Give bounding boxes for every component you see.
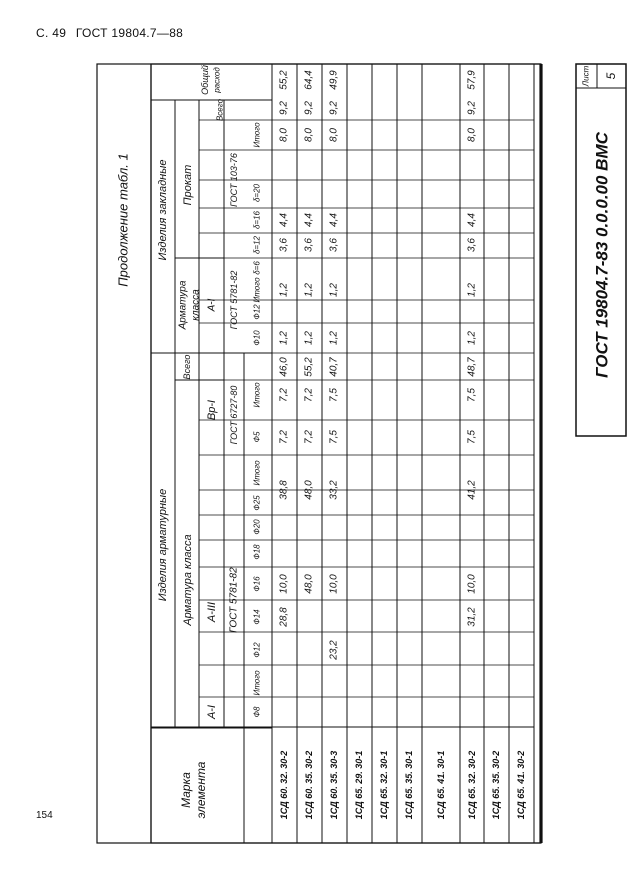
page-number: 154 — [36, 810, 53, 821]
column-header: Ф18 — [252, 544, 262, 560]
header-emb-rebar: класса — [190, 289, 202, 321]
column-header: Ф16 — [252, 576, 262, 592]
header-mark: элемента — [194, 761, 208, 819]
cell-a3_16: 10,0 — [466, 574, 478, 594]
row-mark: 1СД 60. 35. 30-3 — [329, 750, 339, 820]
column-header: δ=20 — [252, 183, 262, 203]
header-total-all: Общий — [200, 65, 210, 95]
cell-a3_16: 10,0 — [328, 574, 340, 594]
cell-grand: 57,9 — [466, 70, 478, 90]
row-mark: 1СД 65. 32. 30-1 — [379, 750, 389, 820]
column-header: δ=6 — [252, 261, 262, 275]
header-rolled-gost: ГОСТ 103-76 — [229, 153, 239, 207]
cell-a3_it: 38,8 — [278, 480, 290, 500]
row-mark: 1СД 60. 35. 30-2 — [304, 750, 314, 820]
cell-bp_it: 7,2 — [278, 388, 290, 402]
column-header: Итого — [252, 670, 262, 696]
header-gost-bp: ГОСТ 6727-80 — [229, 385, 239, 445]
cell-a3_it: 41,2 — [466, 480, 478, 500]
stamp-text: ГОСТ 19804.7-83 0.0.0.00 ВМС — [592, 132, 612, 378]
cell-d6: 3,6 — [278, 238, 290, 252]
cell-d6: 3,6 — [303, 238, 315, 252]
cell-r_it: 4,4 — [466, 213, 478, 227]
page-ref: С. 49 — [36, 26, 67, 40]
cell-a3_14: 31,2 — [466, 607, 478, 627]
cell-total: 46,0 — [278, 357, 290, 377]
cell-d6: 3,6 — [466, 238, 478, 252]
cell-grand: 64,4 — [303, 70, 315, 90]
cell-e10: 1,2 — [466, 331, 478, 345]
column-header: Ф8 — [252, 706, 262, 718]
sheet-number: 5 — [604, 72, 618, 80]
row-mark: 1СД 65. 41. 30-1 — [436, 750, 446, 820]
header-embedded: Изделия закладные — [157, 159, 169, 261]
cell-all: 9,2 — [466, 101, 478, 115]
standard-title: ГОСТ 19804.7—88 — [75, 26, 184, 40]
cell-grand: 55,2 — [278, 70, 290, 90]
column-header: Ф5 — [252, 431, 262, 443]
row-mark: 1СД 65. 35. 30-2 — [491, 750, 501, 820]
cell-grand: 49,9 — [328, 70, 340, 90]
cell-e10: 1,2 — [278, 331, 290, 345]
cell-bp5: 7,2 — [303, 430, 315, 444]
cell-d6: 3,6 — [328, 238, 340, 252]
column-header: Ф14 — [252, 609, 262, 625]
table-frame — [151, 64, 540, 843]
header-total-all: расход — [212, 67, 222, 93]
column-header: Ф10 — [252, 330, 262, 346]
cell-all: 9,2 — [303, 101, 315, 115]
cell-a3_14: 28,8 — [278, 607, 290, 627]
table-caption: Продолжение табл. 1 — [115, 153, 131, 287]
cell-bp5: 7,5 — [466, 430, 478, 444]
row-mark: 1СД 65. 35. 30-1 — [404, 750, 414, 820]
cell-e10: 1,2 — [328, 331, 340, 345]
cell-e_it: 1,2 — [303, 283, 315, 297]
header-a3: А-III — [206, 601, 218, 623]
row-mark: 1СД 60. 32. 30-2 — [279, 750, 289, 820]
header-rolled: Прокат — [182, 164, 194, 206]
header-rebar-class: Арматура класса — [182, 534, 194, 626]
sheet-label: Лист — [581, 65, 591, 87]
header-emb-a1: А-I — [206, 298, 218, 312]
cell-emb_total: 8,0 — [278, 128, 290, 142]
row-mark: 1СД 65. 32. 30-2 — [467, 750, 477, 820]
header-emb-rebar: Арматура — [177, 280, 189, 330]
cell-e_it: 1,2 — [328, 283, 340, 297]
column-header: Итого — [252, 460, 262, 486]
cell-all: 9,2 — [278, 101, 290, 115]
row-mark: 1СД 65. 29. 30-1 — [354, 750, 364, 820]
header-bp1: Вр-I — [206, 399, 218, 421]
header-total: Всего — [182, 354, 192, 380]
cell-total: 55,2 — [303, 357, 315, 377]
cell-bp5: 7,5 — [328, 430, 340, 444]
column-header: Ф12 — [252, 304, 262, 320]
cell-r_it: 4,4 — [303, 213, 315, 227]
column-header: Ф25 — [252, 495, 262, 511]
cell-a1_12: 23,2 — [328, 640, 340, 660]
header-emb-gost: ГОСТ 5781-82 — [229, 270, 239, 330]
header-rebar-products: Изделия арматурные — [157, 488, 169, 602]
cell-bp_it: 7,2 — [303, 388, 315, 402]
column-header: Итого — [252, 382, 262, 408]
column-header: δ=12 — [252, 235, 262, 255]
cell-r_it: 4,4 — [328, 213, 340, 227]
cell-e10: 1,2 — [303, 331, 315, 345]
cell-e_it: 1,2 — [278, 283, 290, 297]
cell-all: 9,2 — [328, 101, 340, 115]
column-header: Ф12 — [252, 642, 262, 658]
cell-a3_16: 10,0 — [278, 574, 290, 594]
cell-e_it: 1,2 — [466, 283, 478, 297]
cell-emb_total: 8,0 — [328, 128, 340, 142]
cell-a3_it: 33,2 — [328, 480, 340, 500]
cell-bp_it: 7,5 — [328, 388, 340, 402]
cell-bp_it: 7,5 — [466, 388, 478, 402]
cell-total: 40,7 — [328, 357, 340, 377]
cell-bp5: 7,2 — [278, 430, 290, 444]
cell-a3_16: 48,0 — [303, 574, 315, 594]
cell-total: 48,7 — [466, 357, 478, 377]
column-header: Итого — [252, 277, 262, 303]
header-mark: Марка — [179, 772, 193, 808]
header-a1: А-I — [206, 704, 218, 720]
table-body — [97, 64, 626, 843]
header-gost-a3: ГОСТ 5781-82 — [228, 567, 240, 633]
column-header: Итого — [252, 122, 262, 148]
column-header: δ=16 — [252, 210, 262, 230]
column-header: Ф20 — [252, 519, 262, 535]
header-total-emb: Всего — [215, 98, 225, 122]
cell-a3_it: 48,0 — [303, 480, 315, 500]
cell-emb_total: 8,0 — [466, 128, 478, 142]
row-mark: 1СД 65. 41. 30-2 — [516, 750, 526, 820]
cell-emb_total: 8,0 — [303, 128, 315, 142]
cell-r_it: 4,4 — [278, 213, 290, 227]
